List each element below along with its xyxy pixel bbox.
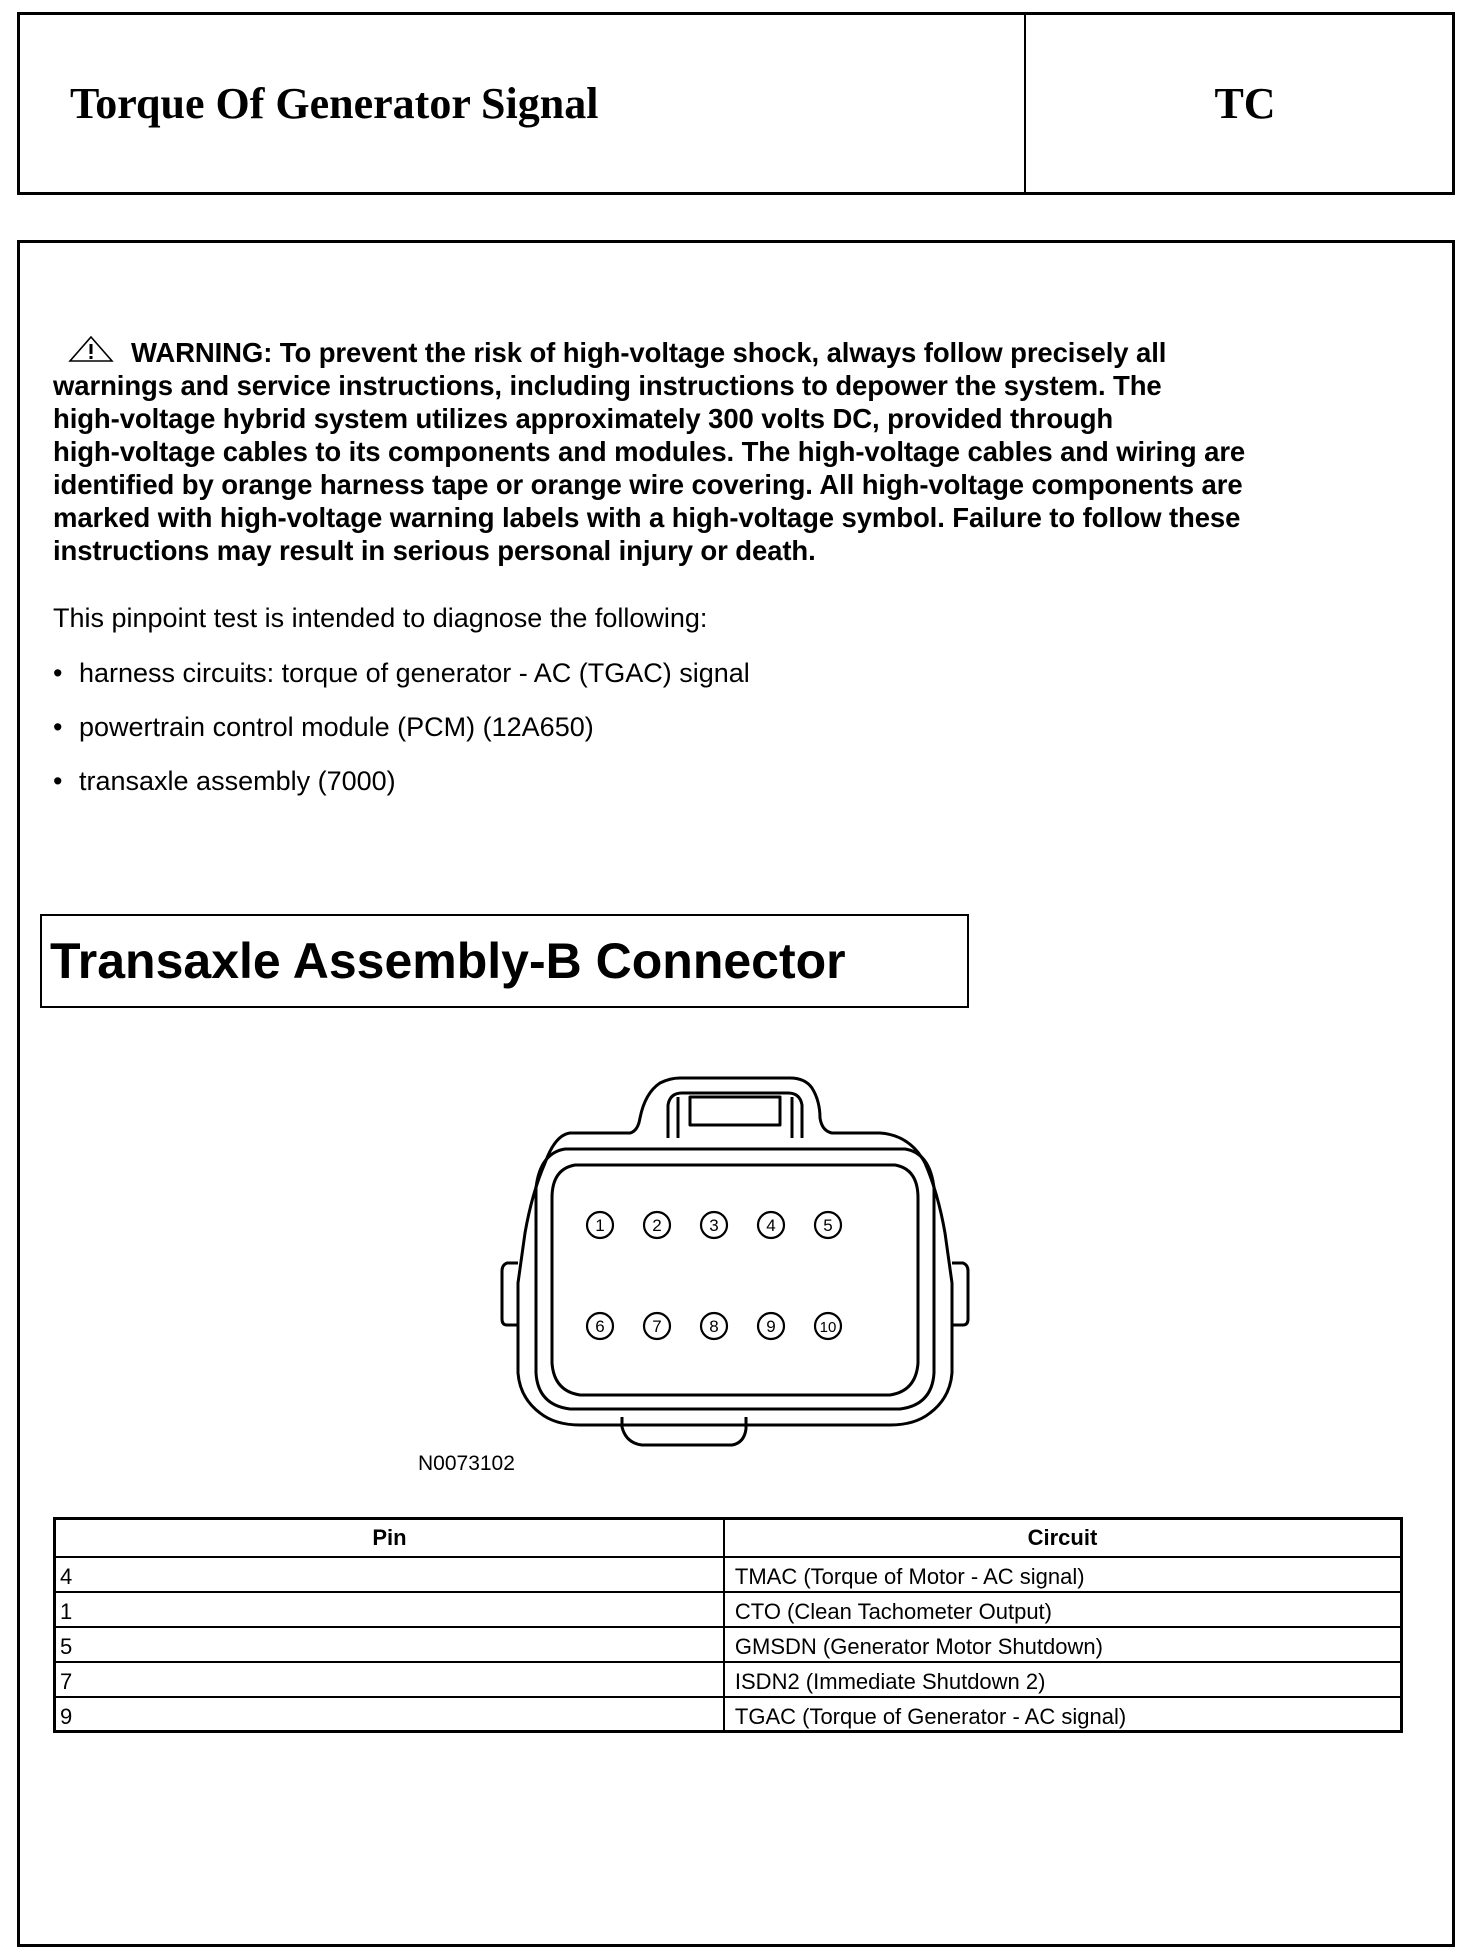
pin-cell: 5 [55,1627,724,1662]
svg-text:6: 6 [595,1317,605,1336]
bullet-icon: • [53,766,63,796]
svg-text:4: 4 [766,1216,776,1235]
pin-10 [815,1313,841,1339]
content-box [17,240,1455,1947]
warning-line-3: high-voltage cables to its components and modules. The high-voltage cables and wiring are [53,436,1246,467]
warning-line-2: high-voltage hybrid system utilizes approximately 300 volts DC, provided through [53,403,1114,434]
pin-cell: 7 [55,1662,724,1697]
svg-text:2: 2 [652,1216,662,1235]
bullet-icon: • [53,658,63,688]
list-item [53,711,750,765]
circuit-cell: GMSDN (Generator Motor Shutdown) [724,1627,1402,1662]
pin-cell: 1 [55,1592,724,1627]
warning-block [53,335,1443,567]
pin-6 [587,1313,613,1339]
warning-line-0: WARNING: To prevent the risk of high-voltage shock, always follow precisely all [131,337,1167,368]
pin-9 [758,1313,784,1339]
table-row [55,1697,1402,1732]
table-row [55,1592,1402,1627]
diagnose-list [53,657,750,819]
circuit-cell: TMAC (Torque of Motor - AC signal) [724,1557,1402,1592]
warning-line-4: identified by orange harness tape or orange wire covering. All high-voltage components are [53,469,1243,500]
column-header-circuit: Circuit [724,1519,1402,1557]
connector-diagram [460,1053,1040,1453]
warning-line-1: warnings and service instructions, including instructions to depower the system. The [53,370,1162,401]
table-header-row [55,1519,1402,1557]
list-item-text: harness circuits: torque of generator - AC (TGAC) signal [79,658,750,688]
connector-title-box [40,914,969,1008]
svg-text:10: 10 [819,1319,837,1336]
pin-7 [644,1313,670,1339]
table-row [55,1627,1402,1662]
pin-row-bottom [587,1313,841,1339]
svg-text:5: 5 [823,1216,833,1235]
list-item [53,765,750,819]
pin-3 [701,1212,727,1238]
pin-cell: 4 [55,1557,724,1592]
pin-circuit-table [53,1517,1403,1733]
table-row [55,1662,1402,1697]
header-title-cell [20,15,1026,192]
circuit-cell: ISDN2 (Immediate Shutdown 2) [724,1662,1402,1697]
page-title: Torque Of Generator Signal [70,79,599,128]
circuit-cell: TGAC (Torque of Generator - AC signal) [724,1697,1402,1732]
pin-2 [644,1212,670,1238]
warning-triangle-icon [67,335,115,363]
pin-1 [587,1212,613,1238]
column-header-pin: Pin [55,1519,724,1557]
svg-text:1: 1 [595,1216,605,1235]
pin-cell: 9 [55,1697,724,1732]
warning-line-5: marked with high-voltage warning labels with a high-voltage symbol. Failure to follow these [53,502,1241,533]
page-header [17,12,1455,195]
warning-line-6: instructions may result in serious personal injury or death. [53,535,816,566]
circuit-cell: CTO (Clean Tachometer Output) [724,1592,1402,1627]
connector-title: Transaxle Assembly-B Connector [50,933,846,989]
list-item-text: transaxle assembly (7000) [79,766,396,796]
pin-5 [815,1212,841,1238]
bullet-icon: • [53,712,63,742]
figure-id: N0073102 [418,1452,515,1475]
pin-row-top [587,1212,841,1238]
header-code-cell [1026,15,1452,192]
svg-text:3: 3 [709,1216,719,1235]
section-code: TC [1214,79,1276,128]
svg-text:7: 7 [652,1317,662,1336]
pin-4 [758,1212,784,1238]
intro-text: This pinpoint test is intended to diagnose the following: [53,603,708,633]
list-item [53,657,750,711]
pin-8 [701,1313,727,1339]
table-row [55,1557,1402,1592]
svg-text:8: 8 [709,1317,719,1336]
svg-text:9: 9 [766,1317,776,1336]
list-item-text: powertrain control module (PCM) (12A650) [79,712,594,742]
